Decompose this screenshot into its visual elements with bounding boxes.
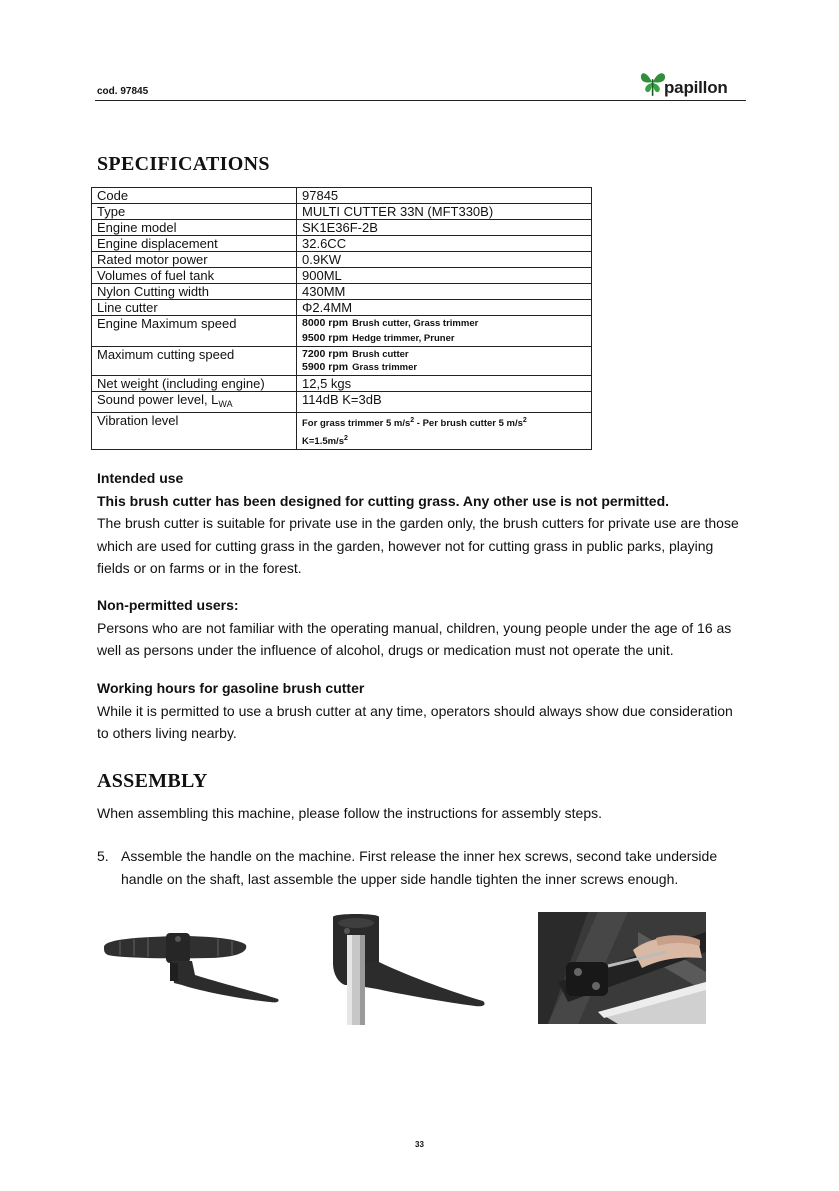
superscript: 2: [522, 417, 527, 424]
intended-use-heading: Intended use: [97, 470, 184, 486]
intended-use-text: The brush cutter is suitable for private use in the garden only, the brush cutters for private use are those which are used for cutting grass in the garden, however not for cutting grass in public parks, playing fields or on farms or in the forest.: [97, 515, 739, 576]
spec-row-sound: [92, 392, 592, 413]
spec-label: Engine displacement: [92, 236, 297, 252]
spec-value: MULTI CUTTER 33N (MFT330B): [297, 204, 592, 220]
vibration-brush: - Per brush cutter 5 m/s: [414, 418, 523, 429]
superscript: 2: [410, 417, 415, 424]
spec-value: 97845: [297, 188, 592, 204]
tightening-screws-photo-icon: [538, 912, 706, 1024]
document-code: cod. 97845: [97, 86, 149, 97]
working-hours-heading: Working hours for gasoline brush cutter: [97, 680, 365, 696]
spec-value: 32.6CC: [297, 236, 592, 252]
spec-label: Type: [92, 204, 297, 220]
rpm-use: Brush cutter, Grass trimmer: [352, 318, 479, 329]
sound-label-subscript: WA: [218, 399, 233, 409]
spec-value: SK1E36F-2B: [297, 220, 592, 236]
spec-row: [92, 252, 592, 268]
specifications-title: SPECIFICATIONS: [97, 153, 270, 175]
spec-value: 0.9KW: [297, 252, 592, 268]
rpm-value: 8000 rpm: [302, 317, 349, 329]
intended-use-section: [97, 467, 747, 580]
sound-label: Sound power level, L: [97, 392, 219, 407]
spec-label: Maximum cutting speed: [92, 347, 297, 376]
non-permitted-heading: Non-permitted users:: [97, 597, 239, 613]
non-permitted-text: Persons who are not familiar with the operating manual, children, young people under the age of 16 as well as persons under the influence of alcohol, drugs or medication must not operate the unit.: [97, 619, 732, 658]
spec-value: [297, 316, 592, 347]
rpm-use: Hedge trimmer, Pruner: [352, 333, 455, 344]
spec-row: [92, 220, 592, 236]
superscript: 2: [344, 435, 348, 442]
spec-row-net-weight: [92, 376, 592, 392]
spec-label: Code: [92, 188, 297, 204]
spec-label: Engine Maximum speed: [92, 316, 297, 347]
brand-logo: [640, 66, 728, 98]
non-permitted-section: [97, 594, 747, 662]
header-divider: [95, 100, 746, 101]
step-text: Assemble the handle on the machine. First release the inner hex screws, second take underside handle on the shaft, last assemble the upper side handle tighten the inner screws enough.: [121, 848, 718, 887]
spec-row: [92, 300, 592, 316]
spec-table-extra: [92, 316, 592, 450]
brand-name: papillon: [664, 78, 728, 97]
spec-row-cutting-speed: [92, 347, 592, 376]
clamp-shaft-photo-icon: [325, 913, 490, 1025]
spec-label: Vibration level: [92, 413, 297, 450]
spec-table-body: [92, 188, 592, 316]
rpm-value: 9500 rpm: [302, 332, 349, 344]
working-hours-section: [97, 677, 747, 745]
spec-value: 114dB K=3dB: [297, 392, 592, 413]
rpm-value: 7200 rpm: [302, 348, 349, 360]
spec-label: Nylon Cutting width: [92, 284, 297, 300]
spec-label: Engine model: [92, 220, 297, 236]
spec-row: [92, 268, 592, 284]
spec-label: Volumes of fuel tank: [92, 268, 297, 284]
spec-value: [297, 347, 592, 376]
spec-value: Φ2.4MM: [297, 300, 592, 316]
spec-label: Net weight (including engine): [92, 376, 297, 392]
spec-row: [92, 188, 592, 204]
spec-row-vibration: [92, 413, 592, 450]
spec-label: Rated motor power: [92, 252, 297, 268]
spec-value: 12,5 kgs: [297, 376, 592, 392]
vibration-k: K=1.5m/s: [302, 436, 344, 447]
page-number: 33: [415, 1140, 424, 1149]
spec-row: [92, 284, 592, 300]
spec-row: [92, 204, 592, 220]
assembly-title: ASSEMBLY: [97, 770, 208, 792]
step-number: 5.: [97, 848, 109, 864]
spec-row: [92, 236, 592, 252]
rpm-use: Brush cutter: [352, 349, 409, 360]
rpm-value: 5900 rpm: [302, 361, 349, 373]
intended-use-statement: This brush cutter has been designed for cutting grass. Any other use is not permitted.: [97, 492, 670, 509]
spec-value: 430MM: [297, 284, 592, 300]
vibration-grass: For grass trimmer 5 m/s: [302, 418, 411, 429]
rpm-use: Grass trimmer: [352, 362, 418, 373]
assembly-step: [97, 845, 737, 890]
working-hours-text: While it is permitted to use a brush cutter at any time, operators should always show due consideration to others living nearby.: [97, 702, 733, 741]
assembly-intro: When assembling this machine, please follow the instructions for assembly steps.: [97, 805, 603, 821]
butterfly-logo-icon: [640, 68, 666, 98]
spec-row-max-speed: [92, 316, 592, 347]
specifications-table: [91, 187, 592, 450]
spec-value: 900ML: [297, 268, 592, 284]
spec-value: [297, 413, 592, 450]
spec-label: Line cutter: [92, 300, 297, 316]
handle-photo-icon: [100, 925, 285, 1010]
spec-label: [92, 392, 297, 413]
